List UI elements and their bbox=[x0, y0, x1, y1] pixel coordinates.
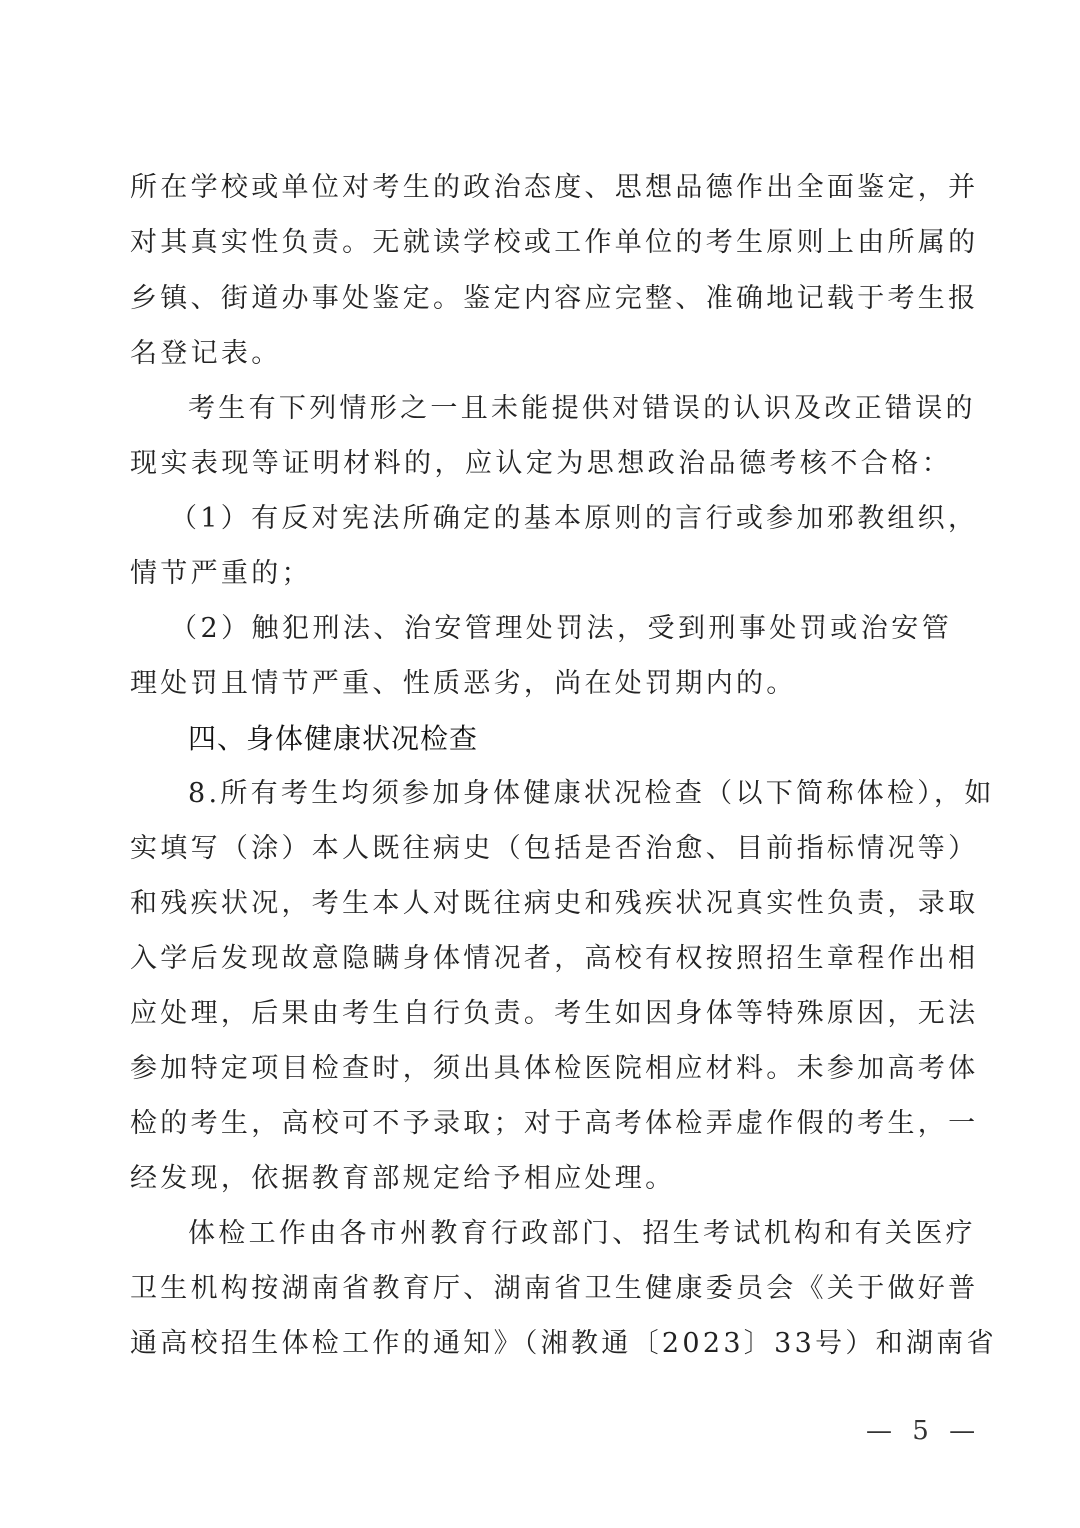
text-line: 和残疾状况，考生本人对既往病史和残疾状况真实性负责，录取 bbox=[130, 888, 979, 919]
section-heading: 四、身体健康状况检查 bbox=[188, 722, 479, 755]
text-line: 理处罚且情节严重、性质恶劣，尚在处罚期内的。 bbox=[130, 668, 797, 699]
text-line: 卫生机构按湖南省教育厅、湖南省卫生健康委员会《关于做好普 bbox=[130, 1273, 979, 1304]
text-line: 名登记表。 bbox=[130, 338, 282, 369]
text-line: 检的考生，高校可不予录取；对于高考体检弄虚作假的考生，一 bbox=[130, 1108, 979, 1139]
text-line: 8.所有考生均须参加身体健康状况检查（以下简称体检），如 bbox=[188, 778, 995, 809]
page-number: — 5 — bbox=[866, 1416, 982, 1446]
text-line: （2）触犯刑法、治安管理处罚法，受到刑事处罚或治安管 bbox=[170, 613, 952, 644]
text-line: 所在学校或单位对考生的政治态度、思想品德作出全面鉴定，并 bbox=[130, 172, 979, 203]
text-line: 体检工作由各市州教育行政部门、招生考试机构和有关医疗 bbox=[188, 1218, 976, 1249]
text-line: 对其真实性负责。无就读学校或工作单位的考生原则上由所属的 bbox=[130, 227, 979, 258]
text-line: 情节严重的； bbox=[130, 558, 312, 589]
text-line: 入学后发现故意隐瞒身体情况者，高校有权按照招生章程作出相 bbox=[130, 943, 979, 974]
text-line: 考生有下列情形之一且未能提供对错误的认识及改正错误的 bbox=[188, 393, 976, 424]
text-line: 乡镇、街道办事处鉴定。鉴定内容应完整、准确地记载于考生报 bbox=[130, 283, 979, 314]
text-line: 应处理，后果由考生自行负责。考生如因身体等特殊原因，无法 bbox=[130, 998, 979, 1029]
text-line: 通高校招生体检工作的通知》（湘教通〔2023〕33号）和湖南省 bbox=[130, 1328, 997, 1359]
text-line: 现实表现等证明材料的，应认定为思想政治品德考核不合格： bbox=[130, 448, 952, 479]
text-line: 实填写（涂）本人既往病史（包括是否治愈、目前指标情况等） bbox=[130, 833, 979, 864]
text-line: 经发现，依据教育部规定给予相应处理。 bbox=[130, 1163, 676, 1194]
text-line: 参加特定项目检查时，须出具体检医院相应材料。未参加高考体 bbox=[130, 1053, 979, 1084]
text-line: （1）有反对宪法所确定的基本原则的言行或参加邪教组织， bbox=[170, 503, 979, 534]
